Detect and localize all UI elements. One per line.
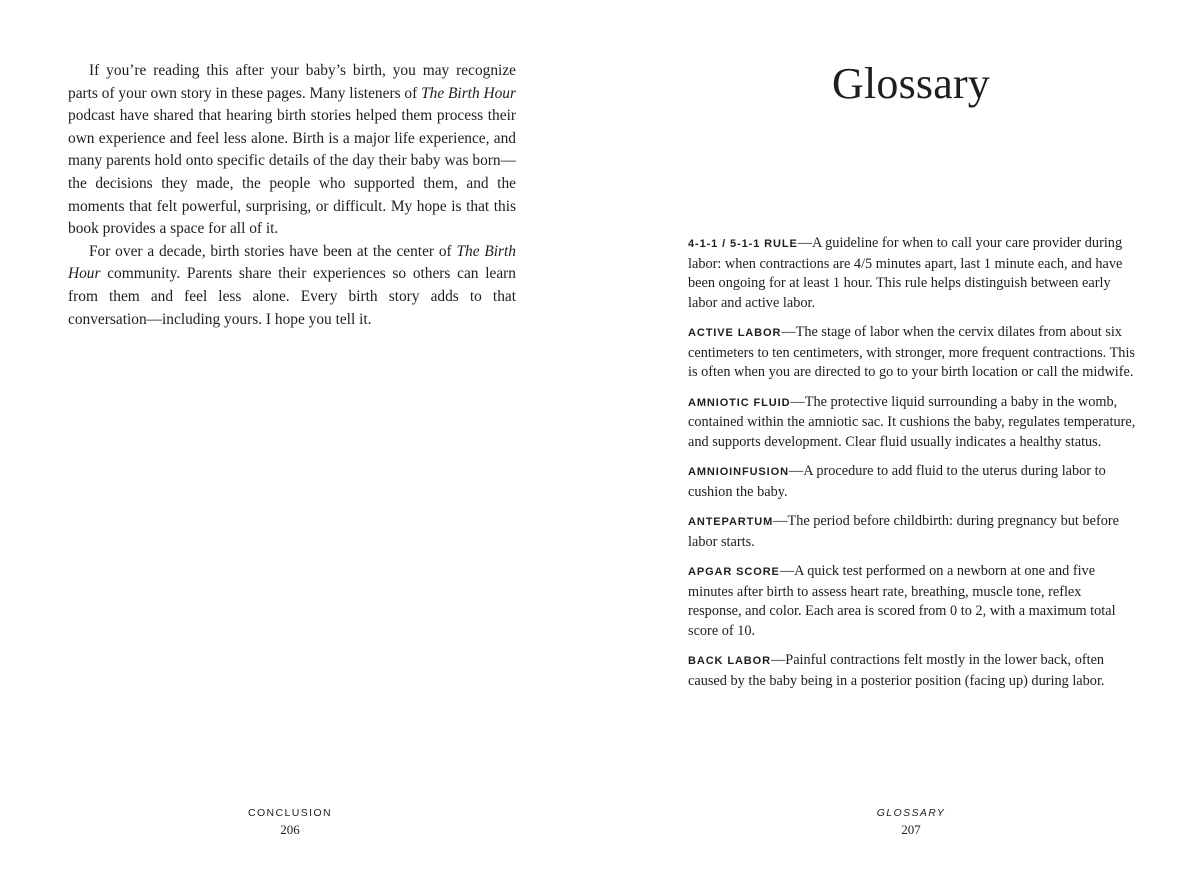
glossary-term: AMNIOTIC FLUID	[688, 396, 791, 409]
glossary-definition: Painful contractions felt mostly in the lower back, often caused by the baby being in a posterior position (facing up) during labor.	[688, 652, 1105, 690]
right-page	[600, 0, 1200, 873]
italic-title-text: The Birth Hour	[68, 242, 516, 283]
glossary-entry	[688, 651, 1136, 691]
glossary-definition: The period before childbirth: during pregnancy but before labor starts.	[688, 513, 1119, 550]
glossary-definition: A quick test performed on a newborn at one and five minutes after birth to assess heart rate, breathing, muscle tone, reflex response, and color. Each area is scored from 0 to 2, with a maximum total score of 10.	[688, 563, 1116, 640]
glossary-entry	[688, 462, 1136, 502]
em-dash-separator: —	[797, 235, 813, 251]
em-dash-separator: —	[770, 652, 786, 669]
glossary-term: 4-1-1 / 5-1-1 RULE	[688, 238, 798, 250]
running-head-conclusion: CONCLUSION	[247, 807, 332, 819]
paragraph-text: community. Parents share their experiences so others can learn from them and feel less alone. Every birth story adds to that conversation—including yours. I hope you tell it.	[68, 265, 516, 328]
italic-title-text: The Birth Hour	[421, 84, 516, 102]
glossary-entry	[688, 562, 1136, 641]
glossary-entry	[688, 512, 1136, 552]
glossary-term: BACK LABOR	[688, 655, 771, 668]
right-folio	[811, 805, 1011, 839]
page-number-right: 207	[901, 822, 921, 837]
paragraph-text: For over a decade, birth stories have been at the center of	[89, 242, 457, 260]
glossary-definition: A procedure to add fluid to the uterus during labor to cushion the baby.	[688, 463, 1106, 500]
glossary-list	[688, 234, 1136, 701]
glossary-term: APGAR SCORE	[688, 566, 780, 579]
left-folio	[190, 805, 390, 839]
em-dash-separator: —	[788, 463, 804, 480]
em-dash-separator: —	[779, 563, 795, 580]
em-dash-separator: —	[790, 393, 805, 410]
glossary-entry	[688, 393, 1136, 453]
glossary-term: ACTIVE LABOR	[688, 327, 782, 340]
running-head-glossary: GLOSSARY	[876, 807, 946, 819]
glossary-term: ANTEPARTUM	[688, 516, 774, 529]
em-dash-separator: —	[773, 513, 788, 530]
body-paragraph	[68, 241, 516, 331]
page-number-left: 206	[280, 822, 300, 837]
em-dash-separator: —	[781, 324, 796, 341]
chapter-title: Glossary	[831, 59, 991, 108]
glossary-definition: The protective liquid surrounding a baby in the womb, contained within the amniotic sac. It cushions the baby, regulates temperature, and supports development. Clear fluid usually indicates a healthy status.	[688, 393, 1136, 450]
glossary-entry	[688, 323, 1136, 383]
glossary-definition: A guideline for when to call your care provider during labor: when contractions are 4/5 minutes apart, last 1 minute each, and have been ongoing for at least 1 hour. This rule helps distinguish between early labor and active labor.	[688, 235, 1123, 311]
glossary-entry	[688, 234, 1136, 313]
glossary-definition: The stage of labor when the cervix dilates from about six centimeters to ten centimeters, with stronger, more frequent contractions. This is often when you are directed to go to your birth location or call the midwife.	[688, 324, 1135, 381]
glossary-term: AMNIOINFUSION	[688, 466, 789, 479]
conclusion-body-text	[68, 60, 516, 331]
paragraph-text: If you’re reading this after your baby’s birth, you may recognize parts of your own story in these pages. Many listeners of	[68, 62, 516, 102]
body-paragraph	[68, 60, 516, 241]
paragraph-text: podcast have shared that hearing birth stories helped them process their own experience and feel less alone. Birth is a major life experience, and many parents hold onto specific details of the day their baby was born—the decisions they made, the people who supported them, and the moments that felt powerful, surprising, or difficult. My hope is that this book provides a space for all of it.	[68, 107, 516, 238]
